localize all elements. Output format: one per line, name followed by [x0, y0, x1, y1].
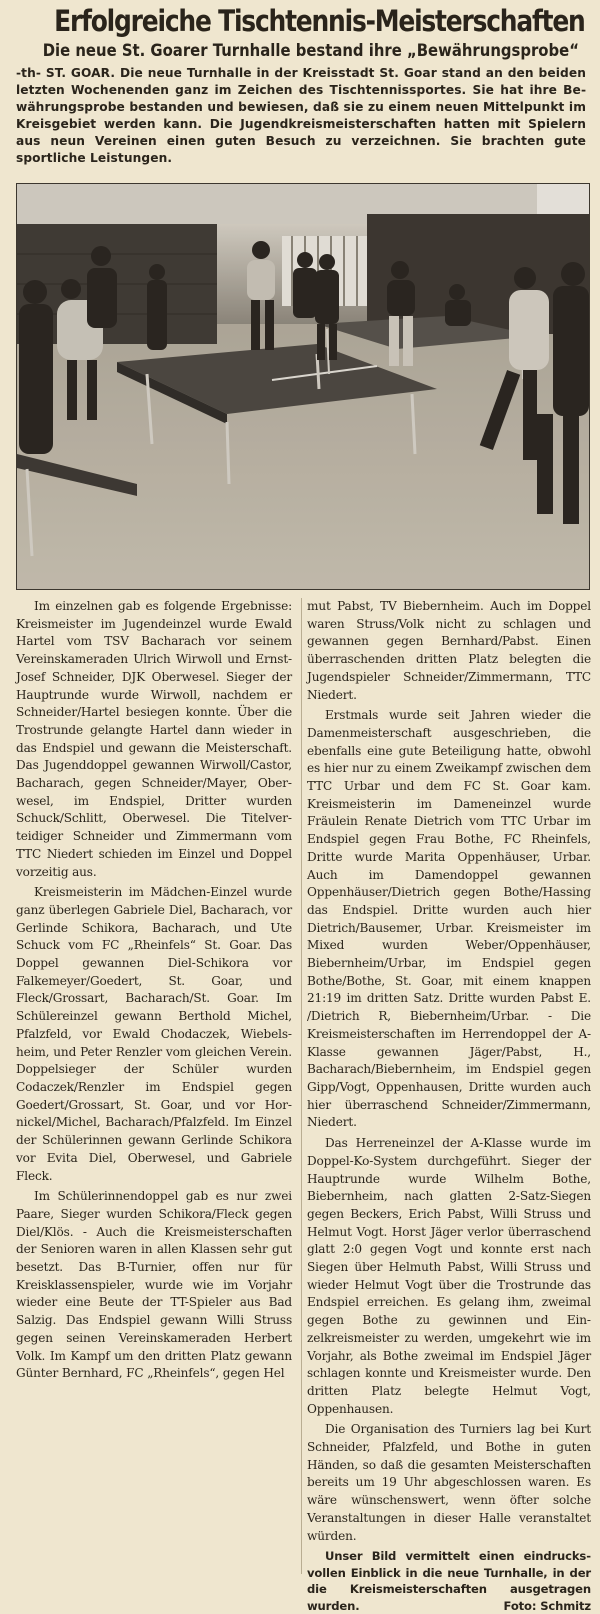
photo-credit: Foto: Schmitz: [503, 1598, 591, 1613]
column-divider: [301, 598, 302, 1574]
gym-table-tennis-photo: [16, 183, 590, 590]
caption-text: Unser Bild vermittelt einen eindrucksvollen Einblick in die neue Turnhalle, in der die Kreismeisterschaften ausgetragen wurden.: [307, 1549, 591, 1613]
subheadline: Die neue St. Goarer Turnhalle bestand ihre „Bewährungsprobe“: [42, 41, 579, 60]
column-right: [307, 598, 591, 1614]
paragraph-continuation: mut Pabst, TV Biebernheim. Auch im Doppel waren Struss/Volk nicht zu schlagen und gewannen gegen Bernhard/Pabst. Einen überraschenden dritten Platz belegten die Jugendspieler Schneider/Zimmermann, TTC Niedert.: [307, 599, 591, 702]
paragraph-senior-results: Im Schülerinnendoppel gab es nur zwei Paare, Sieger wurden Schikora/Fleck gegen Diel/Klös. - Auch die Kreismeisterschaften der Senioren waren in allen Klassen sehr gut besetzt. Das B-Turnier, offen nur für Kreisklassenspieler, wurde wie im Vorjahr wieder eine Beute der TT-Spieler aus Bad Salzig. Das Endspiel gewann Willi Struss gegen seinen Vereinskameraden Herbert Volk. Im Kampf um den dritten Platz gewann Günter Bernhard, FC „Rheinfels“, gegen Hel: [16, 1189, 292, 1381]
photo-illustration: [17, 184, 589, 589]
paragraph-youth-results: Im einzelnen gab es folgende Ergebnisse: Kreismeister im Jugendeinzel wurde Ewald Hartel vom TSV Bacharach vor seinem Vereinskameraden Ulrich Wirwoll und Ernst-Josef Schneider, DJK Oberwesel. Sieger der Hauptrunde wurde Wirwoll, nachdem er Schneider/Hartel besiegen konnte. Über die Trostrunde gelangte Hartel dann wieder in das Endspiel und gewann die Meisterschaft. Das Jugenddoppel gewannen Wirwoll/Castor, Bacharach, gegen Schneider/Mayer, Oberwesel, im Endspiel, Dritter wurden Schuck/Schlitt, Oberwesel. Die Titelverteidiger Schneider und Zimmermann vom TTC Niedert schieden im Einzel und Doppel vorzeitig aus.: [16, 599, 292, 879]
lead-paragraph: -th- ST. GOAR. Die neue Turnhalle in der Kreisstadt St. Goar stand an den beiden letzten Wochenenden ganz im Zeichen des Tischtennissportes. Sie hat ihre Bewährungsprobe bestanden und bewiesen, daß sie zu einem neuen Mittelpunkt im Kreisgebiet werden kann. Die Jugendkreismeisterschaften hatten mit Spielern aus neun Vereinen einen guten Besuch zu verzeichnen. Sie brachten gute sportliche Leistungen.: [16, 66, 586, 165]
headline: Erfolgreiche Tischtennis-Meisterschaften: [54, 4, 585, 38]
paragraph-girls-results: Kreismeisterin im Mädchen-Einzel wurde ganz überlegen Gabriele Diel, Bacharach, vor Gerlinde Schikora, Bacharach, und Ute Schuck vom FC „Rheinfels“ St. Goar. Das Doppel gewannen Diel-Schikora vor Falkemeyer/Goedert, St. Goar, und Fleck/Grossart, Bacharach/St. Goar. Im Schülereinzel gewann Berthold Michel, Pfalzfeld, vor Ewald Chodaczek, Wiebelsheim, und Peter Renzler vom gleichen Verein. Doppelsieger der Schüler wurden Codaczek/Renzler im Endspiel gegen Goedert/Grossart, St. Goar, und vor Hornickel/Michel, Bacharach/Pfalzfeld. Im Einzel der Schülerinnen gewann Gerlinde Schikora vor Evita Diel, Oberwesel, und Gabriele Fleck.: [16, 885, 292, 1183]
photo-caption: [307, 1548, 591, 1614]
paragraph-women-results: Erstmals wurde seit Jahren wieder die Damenmeisterschaft ausgeschrieben, die ebenfalls eine gute Beteiligung hatte, obwohl es hier nur zu einem Zweikampf zwischen dem TTC Urbar und dem FC St. Goar kam. Kreismeisterin im Dameneinzel wurde Fräulein Renate Dietrich vom TTC Urbar im Endspiel gegen Frau Bothe, FC Rheinfels, Dritte wurde Marita Oppenhäuser, Urbar. Auch im Damendoppel gewannen Oppenhäuser/Dietrich gegen Bothe/Hassing das Endspiel. Dritte wurden auch hier Dietrich/Bausemer, Urbar. Kreismeister im Mixed wurden Weber/Oppenhäuser, Biebernheim/Urbar, im Endspiel gegen Bothe/Bothe, St. Goar, mit einem knappen 21:19 im dritten Satz. Dritte wurden Pabst E. /Dietrich R, Biebernheim/Urbar. - Die Kreismeisterschaften im Herrendoppel der A-Klasse gewannen Jäger/Pabst, H., Bacharach/Biebernheim, im Endspiel gegen Gipp/Vogt, Oppenhausen, Dritte wurden auch hier überraschend Schneider/Zimmermann, Niedert.: [307, 708, 591, 1130]
paragraph-men-singles: Das Herreneinzel der A-Klasse wurde im Doppel-Ko-System durchgeführt. Sieger der Hauptrunde wurde Wilhelm Bothe, Biebernheim, nach glatten 2-Satz-Siegen gegen Beckers, Erich Pabst, Willi Struss und Helmut Vogt. Horst Jäger verlor überraschend glatt 2:0 gegen Vogt und konnte erst nach Siegen über Helmuth Pabst, Willi Struss und wieder Helmut Vogt über die Trostrunde das Endspiel erreichen. Es gelang ihm, zweimal gegen Bothe zu gewinnen und Einzelkreismeister zu werden, umgekehrt wie im Vorjahr, als Bothe zweimal im Endspiel Jäger schlagen konnte und Kreismeister wurde. Den dritten Platz belegte Helmut Vogt, Oppenhausen.: [307, 1136, 591, 1416]
column-left: [16, 598, 292, 1383]
paragraph-organisation: Die Organisation des Turniers lag bei Kurt Schneider, Pfalzfeld, und Bothe in guten Händen, so daß die gesamten Meisterschaften bereits um 19 Uhr abgeschlossen waren. Es wäre wünschenswert, wenn öfter solche Veranstaltungen in dieser Halle veranstaltet würden.: [307, 1422, 591, 1543]
